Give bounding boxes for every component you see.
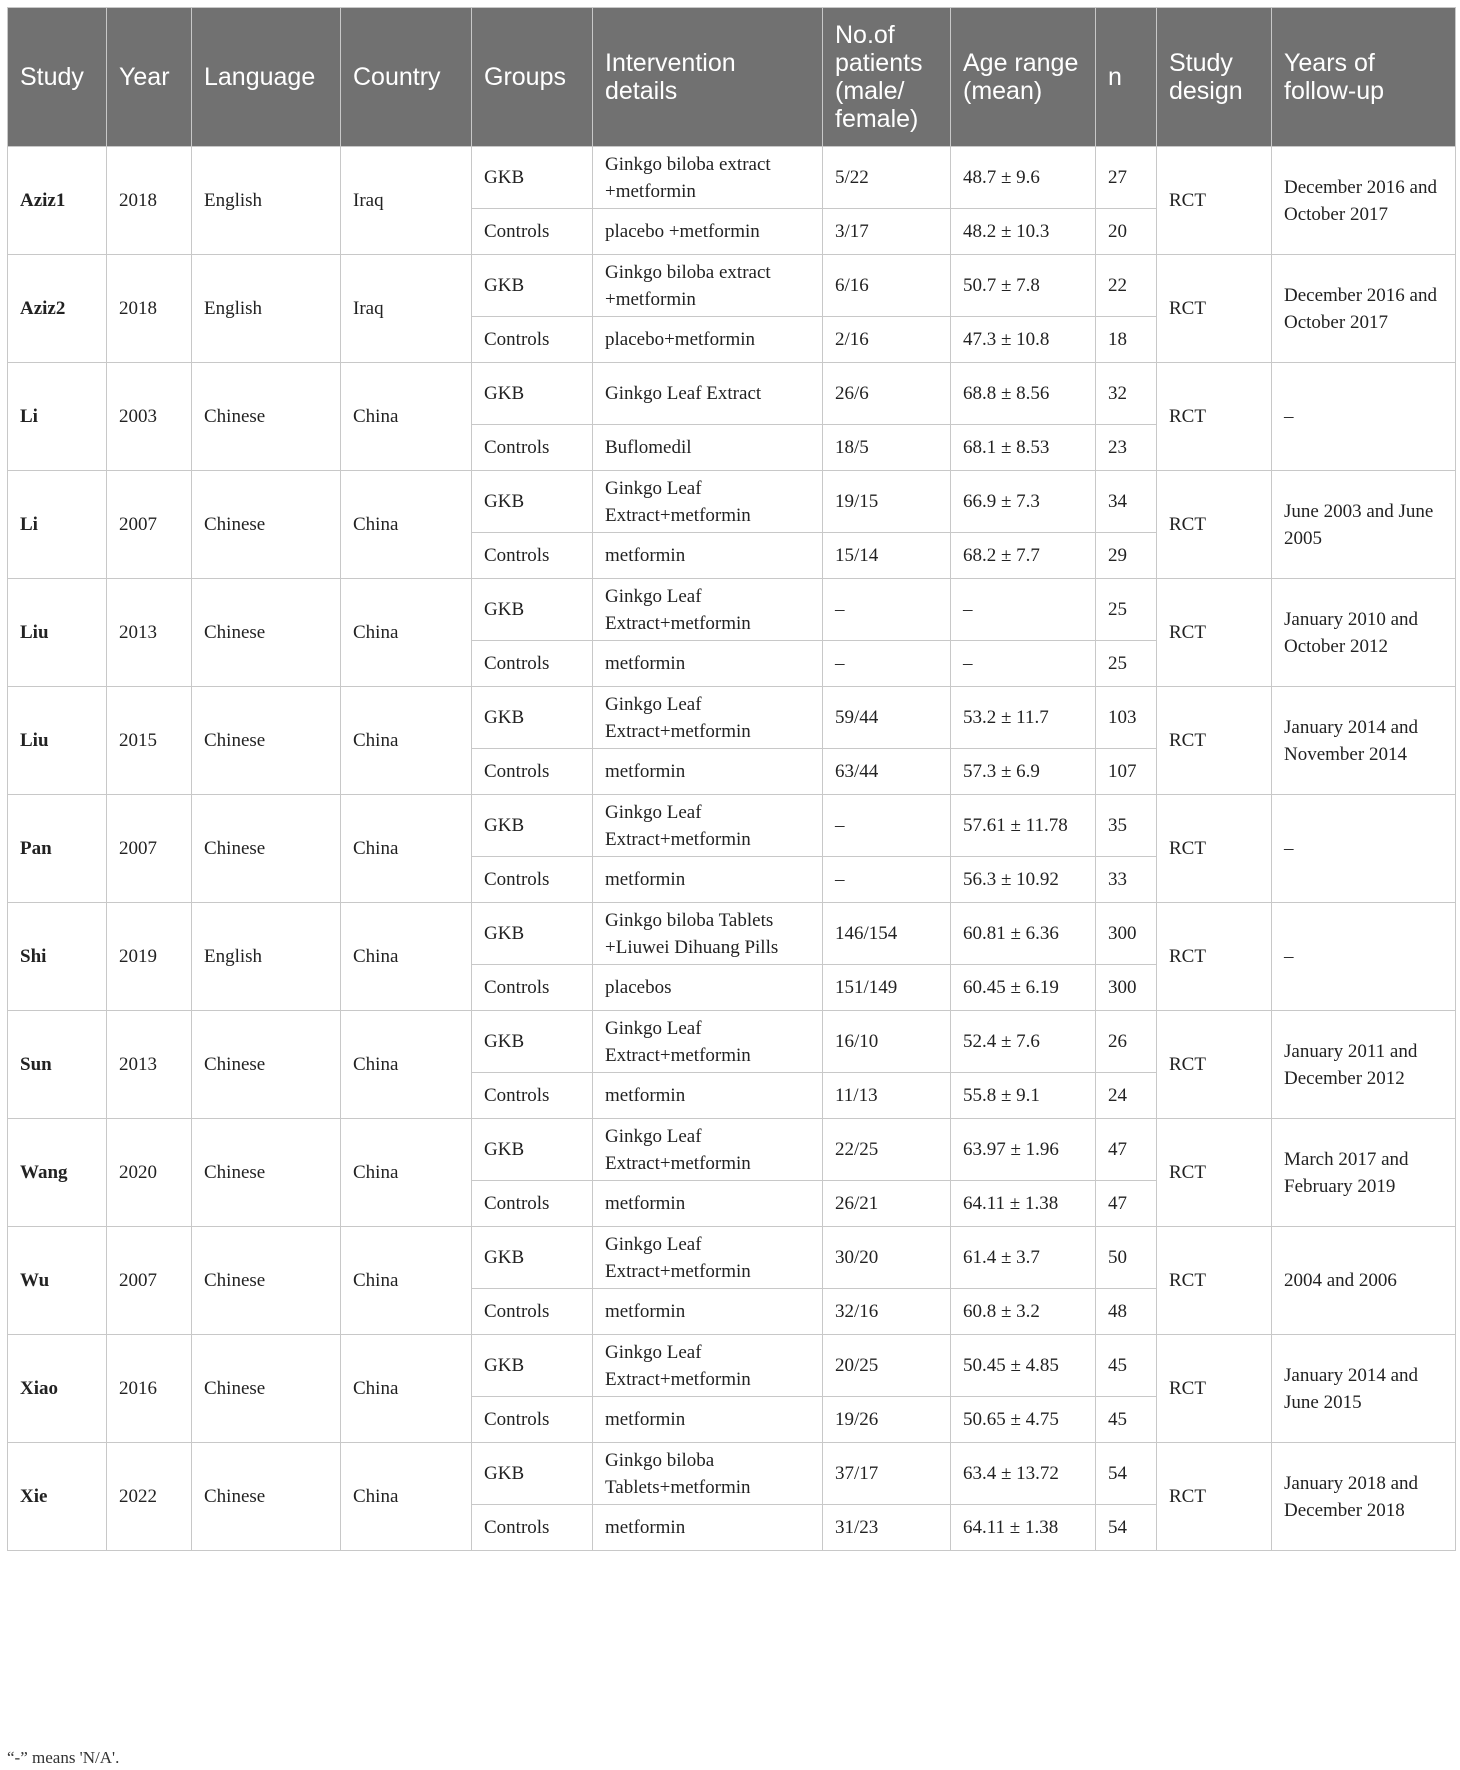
table-row bbox=[8, 471, 1456, 533]
n-value: 29 bbox=[1096, 533, 1157, 579]
patients-count: 19/15 bbox=[823, 471, 951, 533]
group-label: GKB bbox=[472, 471, 593, 533]
age-range: 60.81 ± 6.36 bbox=[951, 903, 1096, 965]
intervention-details: metformin bbox=[593, 1073, 823, 1119]
intervention-details: metformin bbox=[593, 1397, 823, 1443]
study-year: 2007 bbox=[107, 795, 192, 903]
n-value: 54 bbox=[1096, 1443, 1157, 1505]
table-row bbox=[8, 1011, 1456, 1073]
patients-count: 16/10 bbox=[823, 1011, 951, 1073]
followup-years: – bbox=[1272, 903, 1456, 1011]
study-country: China bbox=[341, 1443, 472, 1551]
table-row bbox=[8, 903, 1456, 965]
group-label: Controls bbox=[472, 317, 593, 363]
study-country: China bbox=[341, 363, 472, 471]
study-name: Liu bbox=[8, 687, 107, 795]
col-header-intervention: Intervention details bbox=[593, 8, 823, 147]
intervention-details: Ginkgo biloba Tablets +Liuwei Dihuang Pills bbox=[593, 903, 823, 965]
group-label: GKB bbox=[472, 687, 593, 749]
group-label: Controls bbox=[472, 641, 593, 687]
group-label: Controls bbox=[472, 1073, 593, 1119]
study-year: 2022 bbox=[107, 1443, 192, 1551]
patients-count: 63/44 bbox=[823, 749, 951, 795]
n-value: 50 bbox=[1096, 1227, 1157, 1289]
study-language: Chinese bbox=[192, 1443, 341, 1551]
patients-count: 18/5 bbox=[823, 425, 951, 471]
intervention-details: Ginkgo Leaf Extract+metformin bbox=[593, 795, 823, 857]
study-country: China bbox=[341, 471, 472, 579]
n-value: 35 bbox=[1096, 795, 1157, 857]
study-year: 2007 bbox=[107, 471, 192, 579]
group-label: GKB bbox=[472, 1011, 593, 1073]
intervention-details: Ginkgo Leaf Extract+metformin bbox=[593, 579, 823, 641]
n-value: 103 bbox=[1096, 687, 1157, 749]
n-value: 300 bbox=[1096, 965, 1157, 1011]
study-language: English bbox=[192, 903, 341, 1011]
age-range: 57.3 ± 6.9 bbox=[951, 749, 1096, 795]
group-label: GKB bbox=[472, 903, 593, 965]
study-year: 2018 bbox=[107, 147, 192, 255]
intervention-details: Ginkgo Leaf Extract+metformin bbox=[593, 471, 823, 533]
study-year: 2013 bbox=[107, 579, 192, 687]
age-range: 60.45 ± 6.19 bbox=[951, 965, 1096, 1011]
study-year: 2003 bbox=[107, 363, 192, 471]
age-range: 55.8 ± 9.1 bbox=[951, 1073, 1096, 1119]
header-row bbox=[8, 8, 1456, 147]
n-value: 20 bbox=[1096, 209, 1157, 255]
group-label: Controls bbox=[472, 209, 593, 255]
followup-years: March 2017 and February 2019 bbox=[1272, 1119, 1456, 1227]
patients-count: – bbox=[823, 795, 951, 857]
study-language: English bbox=[192, 147, 341, 255]
study-design: RCT bbox=[1157, 1335, 1272, 1443]
study-design: RCT bbox=[1157, 579, 1272, 687]
patients-count: – bbox=[823, 857, 951, 903]
study-design: RCT bbox=[1157, 1119, 1272, 1227]
intervention-details: Ginkgo biloba extract +metformin bbox=[593, 255, 823, 317]
study-design: RCT bbox=[1157, 1443, 1272, 1551]
study-year: 2007 bbox=[107, 1227, 192, 1335]
study-design: RCT bbox=[1157, 1227, 1272, 1335]
group-label: GKB bbox=[472, 1227, 593, 1289]
n-value: 45 bbox=[1096, 1335, 1157, 1397]
n-value: 54 bbox=[1096, 1505, 1157, 1551]
col-header-patients: No.of patients (male/ female) bbox=[823, 8, 951, 147]
patients-count: 6/16 bbox=[823, 255, 951, 317]
study-name: Liu bbox=[8, 579, 107, 687]
n-value: 23 bbox=[1096, 425, 1157, 471]
age-range: 64.11 ± 1.38 bbox=[951, 1505, 1096, 1551]
study-country: China bbox=[341, 1119, 472, 1227]
age-range: 68.1 ± 8.53 bbox=[951, 425, 1096, 471]
group-label: GKB bbox=[472, 363, 593, 425]
patients-count: 37/17 bbox=[823, 1443, 951, 1505]
study-name: Aziz1 bbox=[8, 147, 107, 255]
n-value: 45 bbox=[1096, 1397, 1157, 1443]
studies-table bbox=[7, 7, 1456, 1551]
study-year: 2020 bbox=[107, 1119, 192, 1227]
study-language: English bbox=[192, 255, 341, 363]
n-value: 48 bbox=[1096, 1289, 1157, 1335]
patients-count: 20/25 bbox=[823, 1335, 951, 1397]
study-name: Sun bbox=[8, 1011, 107, 1119]
study-design: RCT bbox=[1157, 147, 1272, 255]
study-country: China bbox=[341, 579, 472, 687]
patients-count: 5/22 bbox=[823, 147, 951, 209]
intervention-details: placebos bbox=[593, 965, 823, 1011]
age-range: 63.4 ± 13.72 bbox=[951, 1443, 1096, 1505]
study-language: Chinese bbox=[192, 1119, 341, 1227]
n-value: 47 bbox=[1096, 1181, 1157, 1227]
group-label: Controls bbox=[472, 965, 593, 1011]
col-header-study: Study bbox=[8, 8, 107, 147]
study-country: Iraq bbox=[341, 255, 472, 363]
col-header-design: Study design bbox=[1157, 8, 1272, 147]
group-label: Controls bbox=[472, 857, 593, 903]
group-label: Controls bbox=[472, 1505, 593, 1551]
followup-years: January 2018 and December 2018 bbox=[1272, 1443, 1456, 1551]
study-design: RCT bbox=[1157, 1011, 1272, 1119]
group-label: GKB bbox=[472, 579, 593, 641]
age-range: 53.2 ± 11.7 bbox=[951, 687, 1096, 749]
study-country: China bbox=[341, 687, 472, 795]
group-label: Controls bbox=[472, 1289, 593, 1335]
group-label: GKB bbox=[472, 1119, 593, 1181]
table-row bbox=[8, 1335, 1456, 1397]
intervention-details: Ginkgo Leaf Extract+metformin bbox=[593, 687, 823, 749]
table-row bbox=[8, 795, 1456, 857]
n-value: 26 bbox=[1096, 1011, 1157, 1073]
study-country: China bbox=[341, 1335, 472, 1443]
age-range: 47.3 ± 10.8 bbox=[951, 317, 1096, 363]
study-name: Aziz2 bbox=[8, 255, 107, 363]
intervention-details: Ginkgo Leaf Extract bbox=[593, 363, 823, 425]
intervention-details: metformin bbox=[593, 1505, 823, 1551]
n-value: 33 bbox=[1096, 857, 1157, 903]
age-range: 48.7 ± 9.6 bbox=[951, 147, 1096, 209]
group-label: GKB bbox=[472, 255, 593, 317]
followup-years: December 2016 and October 2017 bbox=[1272, 147, 1456, 255]
group-label: GKB bbox=[472, 795, 593, 857]
followup-years: January 2014 and November 2014 bbox=[1272, 687, 1456, 795]
footnote: “-” means 'N/A'. bbox=[7, 1748, 120, 1767]
age-range: 64.11 ± 1.38 bbox=[951, 1181, 1096, 1227]
group-label: Controls bbox=[472, 1181, 593, 1227]
group-label: Controls bbox=[472, 749, 593, 795]
study-name: Wu bbox=[8, 1227, 107, 1335]
patients-count: 22/25 bbox=[823, 1119, 951, 1181]
col-header-groups: Groups bbox=[472, 8, 593, 147]
study-language: Chinese bbox=[192, 1335, 341, 1443]
intervention-details: Ginkgo Leaf Extract+metformin bbox=[593, 1119, 823, 1181]
table-body bbox=[8, 147, 1456, 1551]
patients-count: 19/26 bbox=[823, 1397, 951, 1443]
study-name: Li bbox=[8, 471, 107, 579]
study-design: RCT bbox=[1157, 363, 1272, 471]
intervention-details: metformin bbox=[593, 857, 823, 903]
study-language: Chinese bbox=[192, 579, 341, 687]
age-range: 68.2 ± 7.7 bbox=[951, 533, 1096, 579]
table-row bbox=[8, 363, 1456, 425]
intervention-details: Ginkgo Leaf Extract+metformin bbox=[593, 1227, 823, 1289]
study-name: Shi bbox=[8, 903, 107, 1011]
patients-count: – bbox=[823, 579, 951, 641]
patients-count: 11/13 bbox=[823, 1073, 951, 1119]
study-name: Li bbox=[8, 363, 107, 471]
table-row bbox=[8, 255, 1456, 317]
intervention-details: Ginkgo biloba Tablets+metformin bbox=[593, 1443, 823, 1505]
table-container bbox=[7, 7, 1455, 1551]
study-design: RCT bbox=[1157, 795, 1272, 903]
age-range: 50.45 ± 4.85 bbox=[951, 1335, 1096, 1397]
group-label: Controls bbox=[472, 425, 593, 471]
table-row bbox=[8, 1443, 1456, 1505]
study-country: Iraq bbox=[341, 147, 472, 255]
study-language: Chinese bbox=[192, 795, 341, 903]
patients-count: 32/16 bbox=[823, 1289, 951, 1335]
age-range: 68.8 ± 8.56 bbox=[951, 363, 1096, 425]
col-header-language: Language bbox=[192, 8, 341, 147]
age-range: 57.61 ± 11.78 bbox=[951, 795, 1096, 857]
study-year: 2018 bbox=[107, 255, 192, 363]
study-country: China bbox=[341, 903, 472, 1011]
followup-years: 2004 and 2006 bbox=[1272, 1227, 1456, 1335]
n-value: 34 bbox=[1096, 471, 1157, 533]
col-header-n: n bbox=[1096, 8, 1157, 147]
study-country: China bbox=[341, 795, 472, 903]
study-design: RCT bbox=[1157, 255, 1272, 363]
study-year: 2015 bbox=[107, 687, 192, 795]
intervention-details: placebo+metformin bbox=[593, 317, 823, 363]
table-row bbox=[8, 687, 1456, 749]
table-row bbox=[8, 147, 1456, 209]
n-value: 18 bbox=[1096, 317, 1157, 363]
followup-years: January 2011 and December 2012 bbox=[1272, 1011, 1456, 1119]
n-value: 25 bbox=[1096, 641, 1157, 687]
study-year: 2016 bbox=[107, 1335, 192, 1443]
age-range: 60.8 ± 3.2 bbox=[951, 1289, 1096, 1335]
study-name: Xiao bbox=[8, 1335, 107, 1443]
followup-years: December 2016 and October 2017 bbox=[1272, 255, 1456, 363]
n-value: 32 bbox=[1096, 363, 1157, 425]
study-name: Pan bbox=[8, 795, 107, 903]
study-country: China bbox=[341, 1227, 472, 1335]
group-label: GKB bbox=[472, 1443, 593, 1505]
intervention-details: placebo +metformin bbox=[593, 209, 823, 255]
intervention-details: Buflomedil bbox=[593, 425, 823, 471]
study-language: Chinese bbox=[192, 363, 341, 471]
age-range: 61.4 ± 3.7 bbox=[951, 1227, 1096, 1289]
study-year: 2013 bbox=[107, 1011, 192, 1119]
table-row bbox=[8, 1227, 1456, 1289]
study-name: Wang bbox=[8, 1119, 107, 1227]
intervention-details: metformin bbox=[593, 641, 823, 687]
intervention-details: metformin bbox=[593, 533, 823, 579]
intervention-details: metformin bbox=[593, 749, 823, 795]
age-range: 50.7 ± 7.8 bbox=[951, 255, 1096, 317]
intervention-details: Ginkgo Leaf Extract+metformin bbox=[593, 1335, 823, 1397]
followup-years: – bbox=[1272, 363, 1456, 471]
table-row bbox=[8, 1119, 1456, 1181]
followup-years: January 2010 and October 2012 bbox=[1272, 579, 1456, 687]
intervention-details: metformin bbox=[593, 1289, 823, 1335]
age-range: 56.3 ± 10.92 bbox=[951, 857, 1096, 903]
table-row bbox=[8, 579, 1456, 641]
patients-count: 2/16 bbox=[823, 317, 951, 363]
group-label: GKB bbox=[472, 1335, 593, 1397]
patients-count: 59/44 bbox=[823, 687, 951, 749]
intervention-details: metformin bbox=[593, 1181, 823, 1227]
study-language: Chinese bbox=[192, 471, 341, 579]
n-value: 107 bbox=[1096, 749, 1157, 795]
study-language: Chinese bbox=[192, 687, 341, 795]
age-range: 63.97 ± 1.96 bbox=[951, 1119, 1096, 1181]
patients-count: 30/20 bbox=[823, 1227, 951, 1289]
patients-count: 26/21 bbox=[823, 1181, 951, 1227]
age-range: 48.2 ± 10.3 bbox=[951, 209, 1096, 255]
age-range: – bbox=[951, 641, 1096, 687]
col-header-followup: Years of follow-up bbox=[1272, 8, 1456, 147]
patients-count: 26/6 bbox=[823, 363, 951, 425]
study-language: Chinese bbox=[192, 1011, 341, 1119]
intervention-details: Ginkgo Leaf Extract+metformin bbox=[593, 1011, 823, 1073]
col-header-age: Age range (mean) bbox=[951, 8, 1096, 147]
study-language: Chinese bbox=[192, 1227, 341, 1335]
followup-years: June 2003 and June 2005 bbox=[1272, 471, 1456, 579]
age-range: – bbox=[951, 579, 1096, 641]
group-label: Controls bbox=[472, 1397, 593, 1443]
patients-count: 3/17 bbox=[823, 209, 951, 255]
patients-count: – bbox=[823, 641, 951, 687]
study-design: RCT bbox=[1157, 687, 1272, 795]
age-range: 52.4 ± 7.6 bbox=[951, 1011, 1096, 1073]
age-range: 50.65 ± 4.75 bbox=[951, 1397, 1096, 1443]
n-value: 25 bbox=[1096, 579, 1157, 641]
patients-count: 31/23 bbox=[823, 1505, 951, 1551]
patients-count: 151/149 bbox=[823, 965, 951, 1011]
study-name: Xie bbox=[8, 1443, 107, 1551]
age-range: 66.9 ± 7.3 bbox=[951, 471, 1096, 533]
group-label: Controls bbox=[472, 533, 593, 579]
followup-years: January 2014 and June 2015 bbox=[1272, 1335, 1456, 1443]
n-value: 27 bbox=[1096, 147, 1157, 209]
followup-years: – bbox=[1272, 795, 1456, 903]
n-value: 24 bbox=[1096, 1073, 1157, 1119]
patients-count: 146/154 bbox=[823, 903, 951, 965]
col-header-year: Year bbox=[107, 8, 192, 147]
group-label: GKB bbox=[472, 147, 593, 209]
study-design: RCT bbox=[1157, 903, 1272, 1011]
patients-count: 15/14 bbox=[823, 533, 951, 579]
n-value: 22 bbox=[1096, 255, 1157, 317]
col-header-country: Country bbox=[341, 8, 472, 147]
study-country: China bbox=[341, 1011, 472, 1119]
study-design: RCT bbox=[1157, 471, 1272, 579]
n-value: 300 bbox=[1096, 903, 1157, 965]
n-value: 47 bbox=[1096, 1119, 1157, 1181]
intervention-details: Ginkgo biloba extract +metformin bbox=[593, 147, 823, 209]
study-year: 2019 bbox=[107, 903, 192, 1011]
